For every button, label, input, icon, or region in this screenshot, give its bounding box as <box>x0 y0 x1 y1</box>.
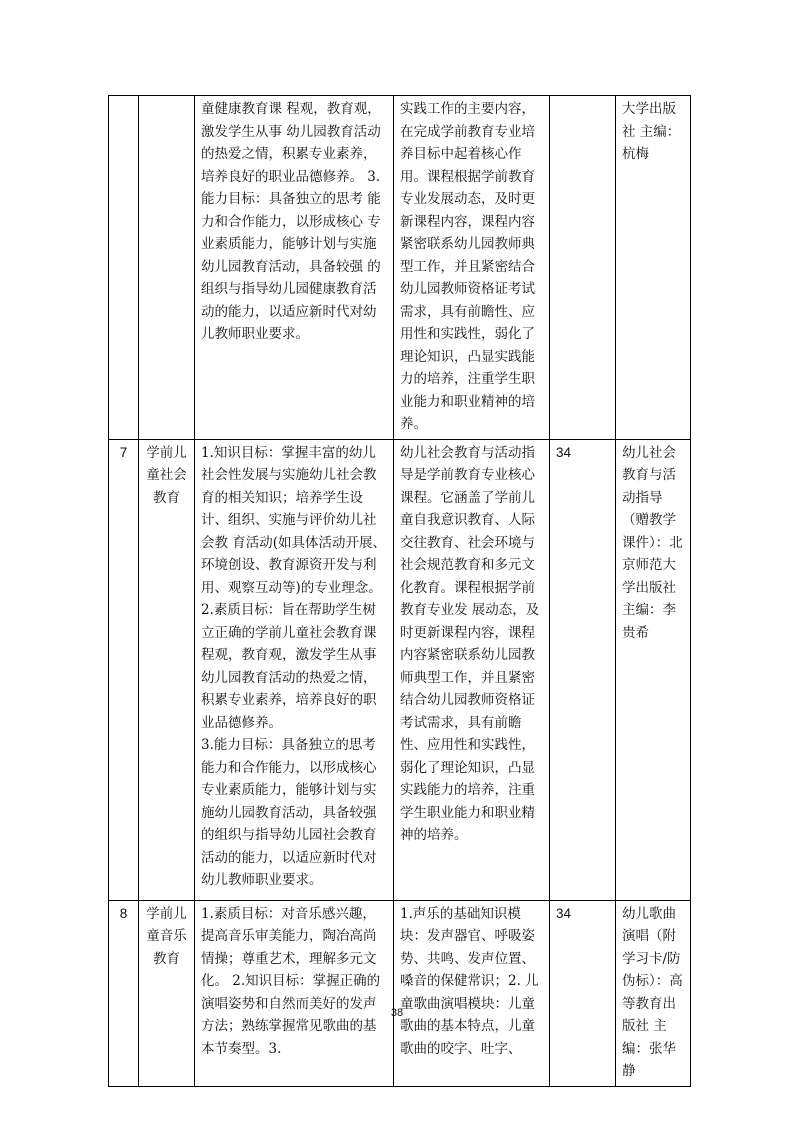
course-content: 实践工作的主要内容，在完成学前教育专业培 养目标中起着核心作用。课程根据学前教育专业发展动态，及时更新课程内容，课程内容紧密联系幼儿园教师典型工作，并且紧密结合幼儿园教师资格证考试需求，具有前瞻性、应用性和实践性，弱化了理论知识，凸显实践能力的培养，注重学生职业能力和职业精神的培养。 <box>394 96 550 440</box>
course-objectives <box>195 96 394 440</box>
objective-paragraph: 童健康教育课 程观，教育观，激发学生从事 幼儿园教育活动的热爱之情，积累专业素养，培养良好的职业品德修养。 3. 能力目标：具备独立的思考 能力和合作能力，以形成核心 专业素质能力，能够计划与实施幼儿园教育活动，具备较强 的组织与指导幼儿园健康教育活动的能力，以适应新时代对幼儿教师职业要求。 <box>201 101 381 342</box>
curriculum-table <box>108 95 691 1087</box>
course-hours <box>550 96 616 440</box>
course-objectives <box>195 439 394 900</box>
course-content: 幼儿社会教育与活动指导是学前教育专业核心课程。它涵盖了学前儿童自我意识教育、人际交往教育、社会环境与社会规范教育和多元文化教育。课程根据学前教育专业发 展动态，及时更新课程内容，课程内容紧密联系幼儿园教师典型工作，并且紧密结合幼儿园教师资格证考试需求，具有前瞻性、应用性和实践性，弱化了理论知识，凸显实践能力的培养，注重学生职业能力和职业精神的培养。 <box>394 439 550 900</box>
course-number: 7 <box>109 439 139 900</box>
table-row <box>109 439 691 900</box>
course-name <box>139 96 195 440</box>
course-number <box>109 96 139 440</box>
course-hours: 34 <box>550 439 616 900</box>
table-row <box>109 900 691 1086</box>
course-textbook: 幼儿歌曲演唱（附学习卡/防伪标）：高等教育出版社 主编：张华静 <box>616 900 691 1086</box>
page-number: 38 <box>390 1007 404 1019</box>
course-name: 学前儿童音乐教育 <box>139 900 195 1086</box>
objective-paragraph: 1.素质目标：对音乐感兴趣，提高音乐审美能力，陶冶高尚情操；尊重艺术，理解多元文化。 2.知识目标：掌握正确的演唱姿势和自然而美好的发声方法；熟练掌握常见歌曲的基本节奏型。3. <box>201 905 381 1057</box>
course-objectives <box>195 900 394 1086</box>
course-number: 8 <box>109 900 139 1086</box>
objective-knowledge: 1.知识目标：掌握丰富的幼儿社会性发展与实施幼儿社会教 育的相关知识；培养学生设计、组织、实施与评价幼儿社会教 育活动(如具体活动开展、环境创设、教育源资开发与利用、观察互动等)的专业理念。 <box>201 444 387 596</box>
course-textbook: 幼儿社会教育与活动指导（赠教学课件）：北京师范大学出版社 主编：李贵希 <box>616 439 691 900</box>
table-row <box>109 96 691 440</box>
objective-quality: 2.素质目标：旨在帮助学生树立正确的学前儿童社会教育课 程观，教育观，激发学生从事 幼儿园教育活动的热爱之情，积累专业素养，培养良好的职业品德修养。 <box>201 602 377 731</box>
course-name: 学前儿童社会教育 <box>139 439 195 900</box>
objective-ability: 3.能力目标：具备独立的思考能力和合作能力，以形成核心 专业素质能力，能够计划与实 施幼儿园教育活动，具备较强的组织与指导幼儿园社会教育活动的能力，以适应新时代对幼儿教师职业要求。 <box>201 737 377 888</box>
course-hours: 34 <box>550 900 616 1086</box>
course-textbook: 大学出版社 主编：杭梅 <box>616 96 691 440</box>
course-content: 1.声乐的基础知识模块：发声器官、呼吸姿势、共鸣、发声位置、嗓音的保健常识；2. 儿童歌曲演唱模块：儿童歌曲的基本特点，儿童歌曲的咬字、吐字、 <box>394 900 550 1086</box>
